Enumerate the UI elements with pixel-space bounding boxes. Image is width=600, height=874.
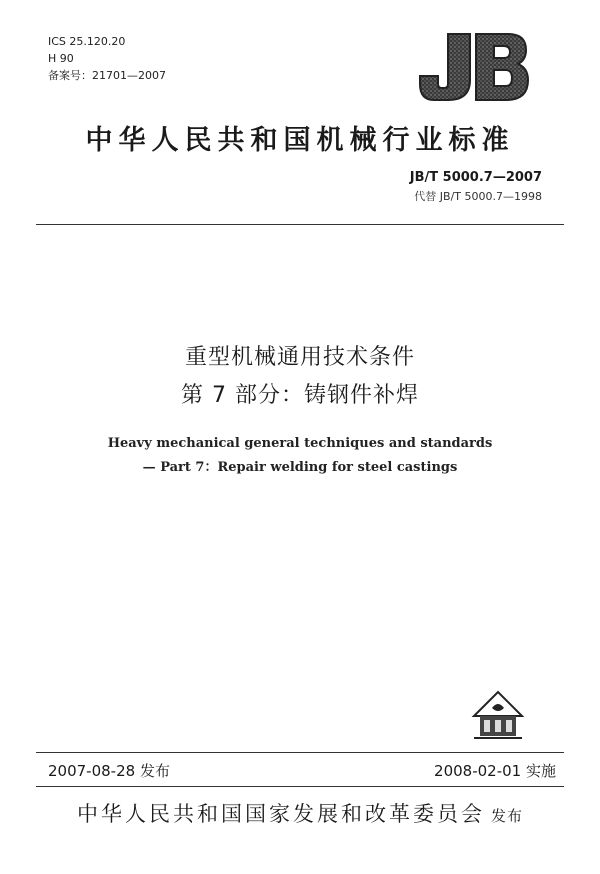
english-title-line-2: — Part 7：Repair welding for steel castings xyxy=(142,460,458,475)
issuer-name: 中华人民共和国国家发展和改革委员会 xyxy=(76,802,485,826)
effective-date: 2008-02-01 实施 xyxy=(434,762,556,780)
chinese-title-line-2: 第 7 部分：铸钢件补焊 xyxy=(181,383,419,408)
bottom-divider-upper xyxy=(36,752,564,753)
top-divider xyxy=(36,224,564,225)
publisher-emblem-icon xyxy=(470,686,526,742)
issuing-category-title: 中华人民共和国机械行业标准 xyxy=(85,125,515,156)
ics-code: ICS 25.120.20 xyxy=(48,35,126,48)
standard-number: JB/T 5000.7—2007 xyxy=(409,170,542,185)
issuer-line xyxy=(0,798,600,828)
jb-logo-icon xyxy=(418,30,530,104)
ccs-code: H 90 xyxy=(48,52,74,65)
english-title-line-1: Heavy mechanical general techniques and standards xyxy=(107,436,493,451)
replaced-standard: 代替 JB/T 5000.7—1998 xyxy=(414,190,542,203)
bottom-divider-lower xyxy=(36,786,564,787)
issue-date: 2007-08-28 发布 xyxy=(48,762,170,780)
filing-number: 备案号：21701—2007 xyxy=(48,69,166,82)
chinese-title-line-1: 重型机械通用技术条件 xyxy=(184,345,415,370)
issuer-action: 发布 xyxy=(490,807,523,825)
